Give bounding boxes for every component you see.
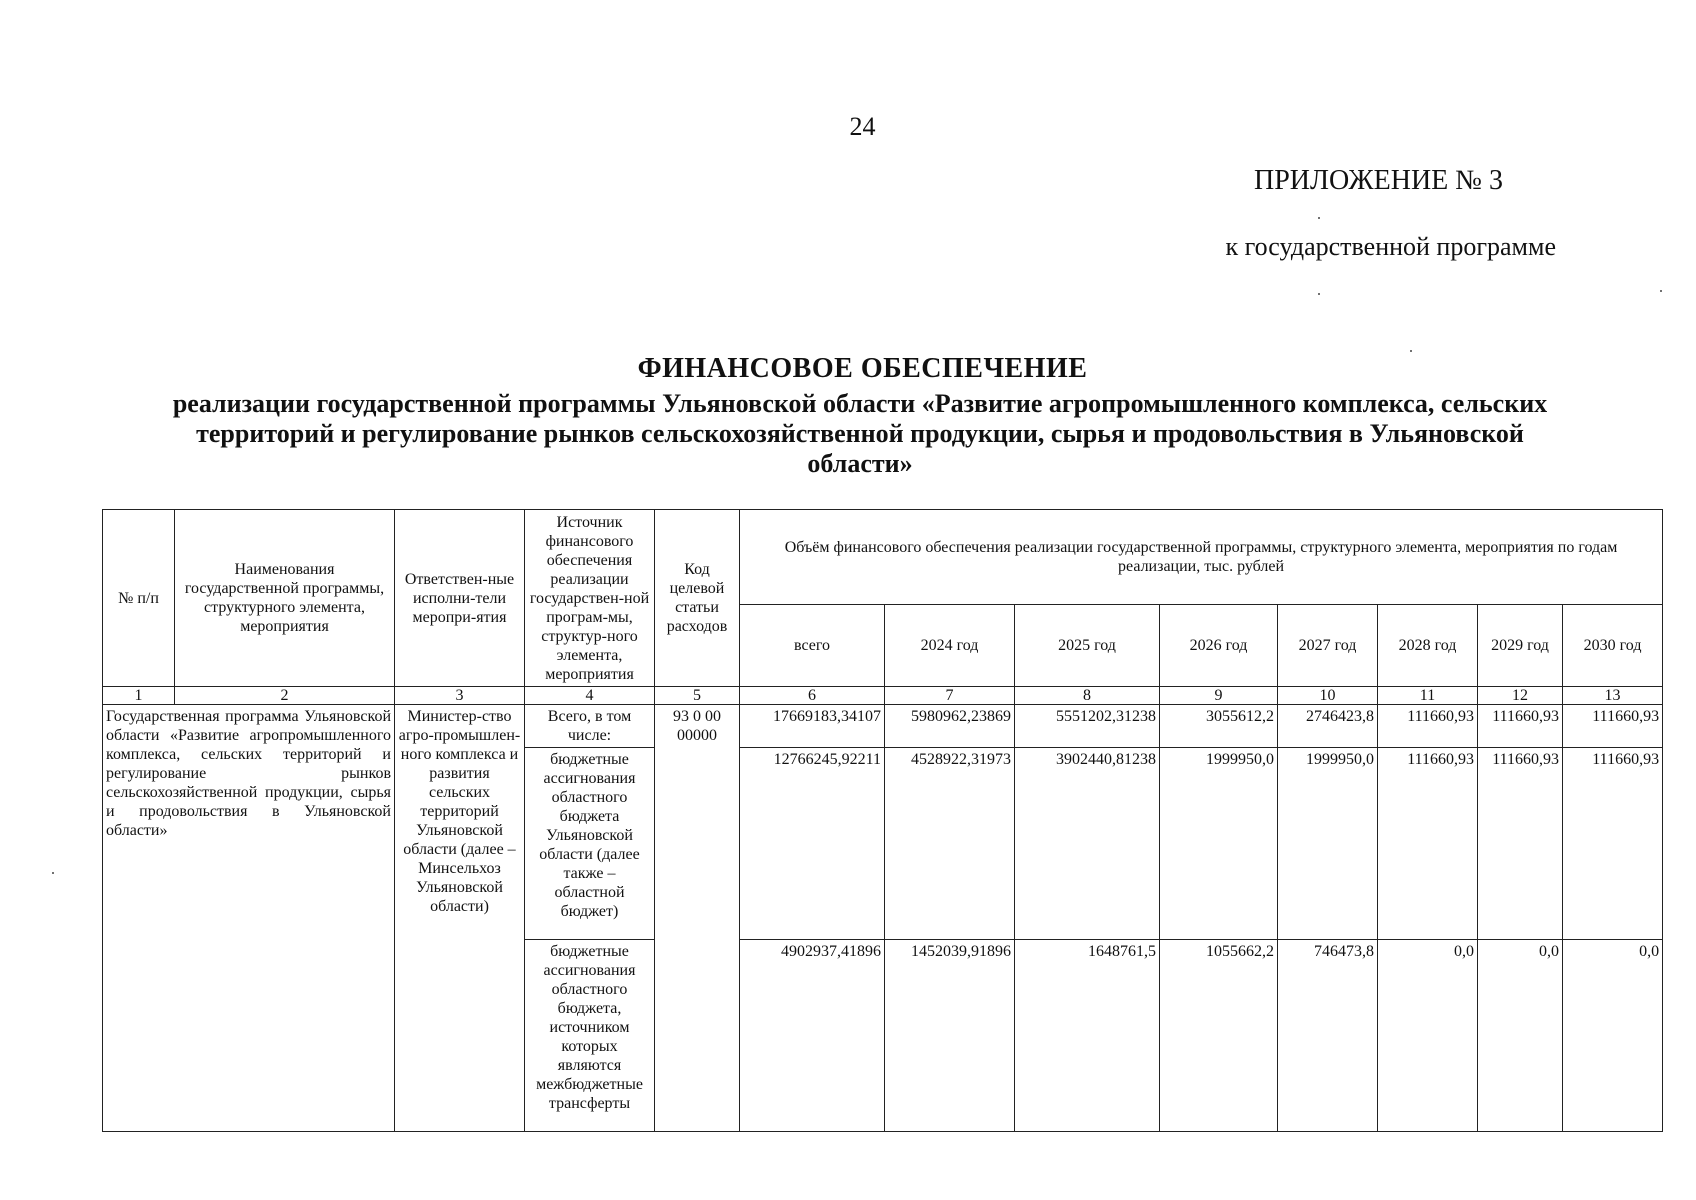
value-cell: 111660,93 [1478,748,1563,940]
column-number: 7 [885,687,1015,705]
source-cell: бюджетные ассигнования областного бюджета Ульяновской области (далее также – областной бюджет) [525,748,655,940]
header-year-2026: 2026 год [1160,605,1278,687]
header-volume: Объём финансового обеспечения реализации государственной программы, структурного элемента, мероприятия по годам реализации, тыс. рублей [740,510,1663,605]
appendix-title: ПРИЛОЖЕНИЕ № 3 [1254,165,1503,196]
value-cell: 0,0 [1378,940,1478,1132]
value-cell: 17669183,34107 [740,705,885,748]
header-year-2029: 2029 год [1478,605,1563,687]
column-number: 11 [1378,687,1478,705]
column-number: 9 [1160,687,1278,705]
header-year-2027: 2027 год [1278,605,1378,687]
header-year-2025: 2025 год [1015,605,1160,687]
code-cell: 93 0 00 00000 [655,705,740,1132]
header-executor: Ответствен-ные исполни-тели меропри-ятия [395,510,525,687]
value-cell: 111660,93 [1378,748,1478,940]
value-cell: 4528922,31973 [885,748,1015,940]
column-number: 12 [1478,687,1563,705]
value-cell: 111660,93 [1563,748,1663,940]
value-cell: 1452039,91896 [885,940,1015,1132]
scan-speck [52,872,54,874]
value-cell: 5551202,31238 [1015,705,1160,748]
header-num: № п/п [103,510,175,687]
scan-speck [1318,293,1320,295]
column-number: 6 [740,687,885,705]
value-cell: 746473,8 [1278,940,1378,1132]
value-cell: 4902937,41896 [740,940,885,1132]
value-cell: 0,0 [1478,940,1563,1132]
page-number: 24 [849,112,876,141]
column-number: 13 [1563,687,1663,705]
header-name: Наименования государственной программы, структурного элемента, мероприятия [175,510,395,687]
value-cell: 3055612,2 [1160,705,1278,748]
source-cell: бюджетные ассигнования областного бюджета, источником которых являются межбюджетные трансферты [525,940,655,1132]
header-year-2028: 2028 год [1378,605,1478,687]
value-cell: 1999950,0 [1160,748,1278,940]
value-cell: 2746423,8 [1278,705,1378,748]
value-cell: 1055662,2 [1160,940,1278,1132]
column-number: 1 [103,687,175,705]
column-number: 2 [175,687,395,705]
program-name-cell: Государственная программа Ульяновской области «Развитие агропромышленного комплекса, сельских территорий и регулирование рынков сельскохозяйственной продукции, сырья и продовольствия в Ульяновской области» [103,705,395,1132]
column-numbers-row [103,687,1663,705]
header-year-2030: 2030 год [1563,605,1663,687]
table-row-total [103,705,1663,748]
value-cell: 5980962,23869 [885,705,1015,748]
header-code: Код целевой статьи расходов [655,510,740,687]
column-number: 4 [525,687,655,705]
value-cell: 1999950,0 [1278,748,1378,940]
header-source: Источник финансового обеспечения реализации государствен-ной програм-мы, структур-ного элемента, мероприятия [525,510,655,687]
source-cell: Всего, в том числе: [525,705,655,748]
header-year-total: всего [740,605,885,687]
financing-table [102,509,1663,1132]
column-number: 10 [1278,687,1378,705]
value-cell: 12766245,92211 [740,748,885,940]
column-number: 5 [655,687,740,705]
value-cell: 111660,93 [1478,705,1563,748]
value-cell: 1648761,5 [1015,940,1160,1132]
header-year-2024: 2024 год [885,605,1015,687]
appendix-subtitle: к государственной программе [1225,232,1556,261]
value-cell: 0,0 [1563,940,1663,1132]
scan-speck [1660,290,1662,292]
scan-speck [1318,217,1320,219]
executor-cell: Министер-ство агро-промышлен-ного комплекса и развития сельских территорий Ульяновской области (далее – Минсельхоз Ульяновской области) [395,705,525,1132]
document-title: ФИНАНСОВОЕ ОБЕСПЕЧЕНИЕ [637,353,1088,384]
value-cell: 111660,93 [1378,705,1478,748]
value-cell: 111660,93 [1563,705,1663,748]
column-number: 8 [1015,687,1160,705]
column-number: 3 [395,687,525,705]
scan-speck [1410,350,1412,352]
value-cell: 3902440,81238 [1015,748,1160,940]
document-subtitle: реализации государственной программы Ульяновской области «Развитие агропромышленного комплекса, сельских территорий и регулирование рынков сельскохозяйственной продукции, сырья и продовольствия в Ульяновской области» [172,389,1548,478]
